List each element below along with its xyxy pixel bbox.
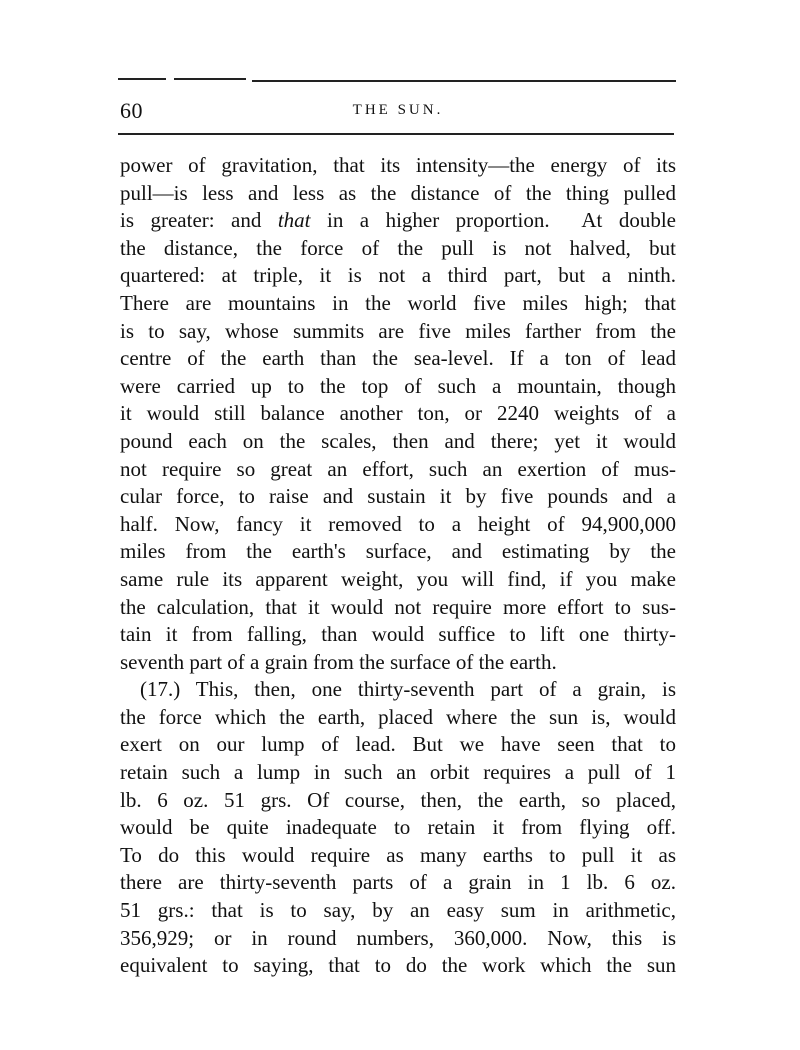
- text-line: To do this would require as many earths to pull it as: [120, 842, 676, 867]
- text-line: (17.) This, then, one thirty-seventh part of a grain, is: [140, 677, 676, 702]
- page-number: 60: [120, 98, 143, 123]
- body-text: [120, 152, 676, 980]
- header-bottom-rule: [118, 133, 674, 135]
- text-line: is greater: and that in a higher proportion. At double: [120, 208, 676, 233]
- text-line: not require so great an effort, such an exertion of mus-: [120, 456, 676, 481]
- running-head: THE SUN.: [352, 102, 444, 118]
- text-line: half. Now, fancy it removed to a height of 94,900,000: [120, 511, 676, 536]
- text-line: lb. 6 oz. 51 grs. Of course, then, the earth, so placed,: [120, 787, 676, 812]
- text-line: pull—is less and less as the distance of the thing pulled: [120, 180, 676, 205]
- text-line: There are mountains in the world five miles high; that: [120, 290, 676, 315]
- text-line: power of gravitation, that its intensity—the energy of its: [120, 153, 676, 177]
- paragraph-17: [120, 676, 676, 980]
- text-line: the force which the earth, placed where the sun is, would: [120, 704, 676, 729]
- page-header: [120, 98, 676, 124]
- text-line: would be quite inadequate to retain it from flying off.: [120, 815, 676, 840]
- italic-word: that: [277, 208, 311, 233]
- text-line: seventh part of a grain from the surface of the earth.: [120, 649, 557, 674]
- text-line: miles from the earth's surface, and estimating by the: [120, 539, 676, 564]
- text-line: there are thirty-seventh parts of a grain in 1 lb. 6 oz.: [120, 870, 676, 895]
- text-line: same rule its apparent weight, you will find, if you make: [120, 566, 676, 591]
- text-line: 356,929; or in round numbers, 360,000. Now, this is: [120, 925, 676, 950]
- text-line: the distance, the force of the pull is not halved, but: [120, 235, 676, 260]
- text-line: tain it from falling, than would suffice to lift one thirty-: [120, 622, 676, 647]
- text-line: centre of the earth than the sea-level. If a ton of lead: [120, 346, 676, 371]
- text-line: is to say, whose summits are five miles farther from the: [120, 318, 676, 343]
- text-line: equivalent to saying, that to do the work which the sun: [120, 953, 676, 978]
- text-line: retain such a lump in such an orbit requires a pull of 1: [120, 760, 676, 785]
- text-line: it would still balance another ton, or 2240 weights of a: [120, 401, 676, 426]
- text-line: cular force, to raise and sustain it by five pounds and a: [120, 484, 676, 509]
- text-line: pound each on the scales, then and there; yet it would: [120, 428, 676, 453]
- text-line: exert on our lump of lead. But we have seen that to: [120, 732, 676, 757]
- paragraph-continued: [120, 152, 676, 676]
- text-line: were carried up to the top of such a mountain, though: [120, 373, 676, 398]
- text-line: the calculation, that it would not require more effort to sus-: [120, 594, 676, 619]
- text-line: 51 grs.: that is to say, by an easy sum in arithmetic,: [120, 898, 676, 923]
- header-top-rule: [118, 78, 676, 84]
- text-line: quartered: at triple, it is not a third part, but a ninth.: [120, 263, 676, 288]
